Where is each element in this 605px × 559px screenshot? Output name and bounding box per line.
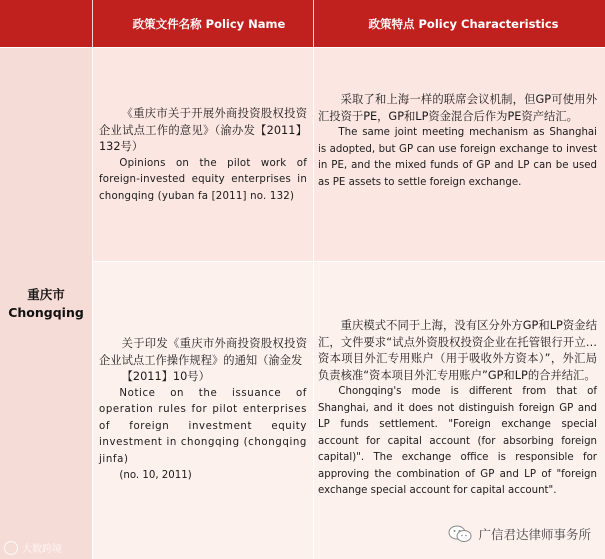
right-watermark-text: 广信君达律师事务所	[478, 527, 591, 542]
header-divider	[92, 0, 93, 47]
row2-name-en: Notice on the issuance of operation rules for pilot enterprises of foreign investment equity investment in chongqing (chongqing jinfa)	[99, 387, 307, 465]
region-name-zh: 重庆市	[27, 286, 65, 302]
row2-policy-characteristics	[314, 262, 605, 559]
row1-policy-characteristics	[314, 48, 605, 261]
circle-logo-icon	[4, 541, 18, 555]
row2-char-en: Chongqing's mode is different from that of Shanghai, and it does not distinguish foreign GP and LP funds settlement. "Foreign exchange special account for capital account (for absorbing foreign capital)". The exchange office is responsible for approving the combination of GP and LP of "foreign exchange special account for capital account".	[318, 386, 597, 496]
row1-policy-name	[93, 48, 313, 261]
row-divider	[93, 261, 605, 262]
row1-char-en: The same joint meeting mechanism as Shanghai is adopted, but GP can use foreign exchange to invest in PE, and the mixed funds of GP and LP can be used as PE assets to settle foreign exchange.	[318, 127, 597, 188]
header-region-cell	[0, 0, 92, 47]
row2-policy-name	[93, 262, 313, 559]
header-divider	[313, 0, 314, 47]
column-divider	[92, 48, 93, 559]
wechat-icon	[448, 525, 472, 543]
header-policy-characteristics: 政策特点 Policy Characteristics	[314, 0, 605, 47]
right-watermark	[448, 525, 591, 543]
region-cell	[0, 48, 92, 559]
row2-name-en-number: (no. 10, 2011)	[119, 470, 192, 481]
row1-name-en: Opinions on the pilot work of foreign-invested equity enterprises in chongqing (yuban fa [2011] no. 132)	[99, 157, 307, 202]
row2-name-zh: 关于印发《重庆市外商投资股权投资企业试点工作操作规程》的通知（渝金发	[99, 337, 307, 367]
row1-name-zh: 《重庆市关于开展外商投资股权投资企业试点工作的意见》（渝办发【2011】132号）	[99, 107, 307, 153]
header-policy-name: 政策文件名称 Policy Name	[93, 0, 325, 47]
left-watermark-text: 大数跨境	[22, 544, 62, 555]
region-name-en: Chongqing	[8, 304, 84, 320]
left-watermark	[4, 540, 62, 555]
column-divider	[313, 48, 314, 559]
row1-char-zh: 采取了和上海一样的联席会议机制，但GP可使用外汇投资于PE，GP和LP资金混合后作为PE资产结汇。	[318, 93, 597, 123]
row2-char-zh: 重庆模式不同于上海，没有区分外方GP和LP资金结汇，文件要求“试点外资股权投资企业在托管银行开立…资本项目外汇专用账户（用于吸收外方资本）”，外汇局负责核准“资本项目外汇专用账户”GP和LP的合并结汇。	[318, 319, 597, 382]
row2-name-zh-number: 【2011】10号）	[121, 370, 210, 383]
